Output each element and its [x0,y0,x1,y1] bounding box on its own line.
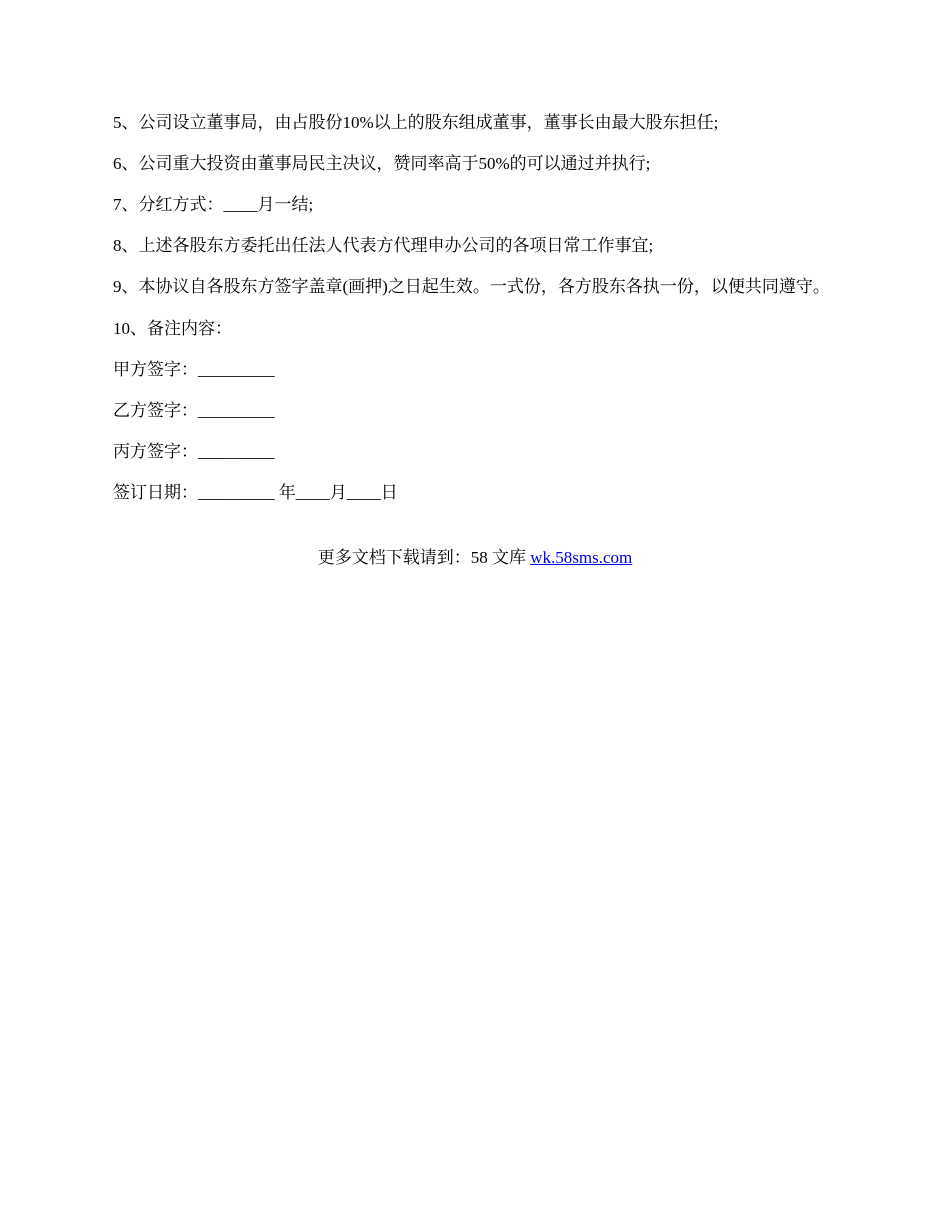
clause-10-remarks: 10、备注内容： [113,319,232,338]
party-a-signature-line: 甲方签字：_________ [113,360,275,379]
clause-7: 7、分红方式：____月一结; [113,195,314,214]
footer-link[interactable]: wk.58sms.com [530,548,633,567]
signing-date-line: 签订日期：_________ 年____月____日 [113,483,398,502]
clause-5: 5、公司设立董事局，由占股份10%以上的股东组成董事，董事长由最大股东担任; [113,113,719,132]
footer-prefix-text: 更多文档下载请到：58 文库 [317,548,531,567]
download-footer [0,547,950,569]
party-b-signature-line: 乙方签字：_________ [113,401,275,420]
document-body [113,112,833,523]
clause-6: 6、公司重大投资由董事局民主决议，赞同率高于50%的可以通过并执行; [113,154,651,173]
party-c-signature-line: 丙方签字：_________ [113,442,275,461]
clause-8: 8、上述各股东方委托出任法人代表方代理申办公司的各项日常工作事宜; [113,236,654,255]
clause-9: 9、本协议自各股东方签字盖章(画押)之日起生效。一式份，各方股东各执一份，以便共同遵守。 [113,277,830,296]
